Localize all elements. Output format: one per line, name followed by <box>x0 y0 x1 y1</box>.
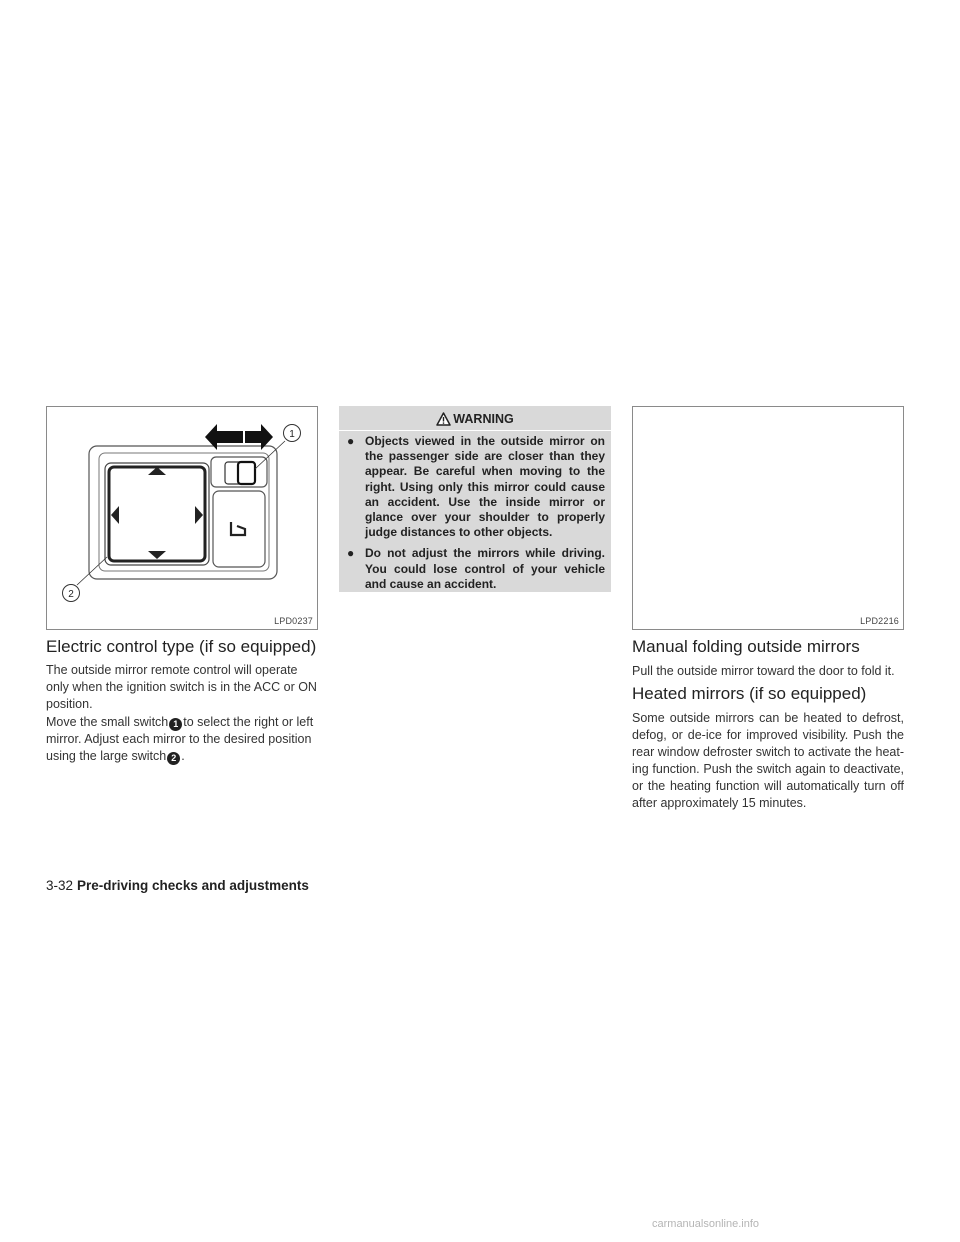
text-part: Move the small switch <box>46 715 169 729</box>
callout-2-label: 2 <box>68 589 74 600</box>
small-switch-knob <box>238 462 255 484</box>
callout-ref-2: 2 <box>167 752 180 765</box>
paragraph-fold-instruction: Pull the outside mirror toward the door to fold it. <box>632 664 895 678</box>
paragraph-switch-usage <box>46 714 318 765</box>
bullet-icon: ● <box>347 434 355 448</box>
section-title-manual-folding: Manual folding outside mirrors <box>632 637 860 656</box>
warning-heading-text: WARNING <box>453 412 514 426</box>
warning-item-text: Do not adjust the mirrors while driving. You could lose control of your vehicle and cause an accident. <box>365 546 605 591</box>
section-title-heated-mirrors: Heated mirrors (if so equipped) <box>632 684 867 703</box>
paragraph-remote-control: The outside mirror remote control will operate only when the ignition switch is in the ACC or ON position. <box>46 663 317 711</box>
mirror-control-diagram <box>47 407 319 631</box>
figure-mirror-control <box>46 406 318 630</box>
warning-list <box>339 434 611 598</box>
watermark: carmanualsonline.info <box>652 1218 760 1230</box>
figure-manual-folding <box>632 406 904 630</box>
large-switch <box>109 467 205 561</box>
section-title-electric-control: Electric control type (if so equipped) <box>46 637 317 656</box>
warning-triangle-icon <box>436 412 451 426</box>
bullet-icon: ● <box>347 546 355 561</box>
figure-code: LPD0237 <box>274 616 313 626</box>
figure-code: LPD2216 <box>860 616 899 626</box>
fold-button <box>213 491 265 567</box>
chapter-title: Pre-driving checks and adjustments <box>77 878 309 893</box>
warning-item <box>339 434 611 540</box>
warning-item-text: Objects viewed in the outside mirror on the passenger side are closer than they appear. Be careful when moving to the right. Using only this mirror could cause an accident. Use the inside mirror or glance over your shoulder to properly judge distances to other objects. <box>365 434 605 540</box>
page-footer <box>46 878 309 893</box>
text-part: to select the right or left mirror. Adjust each mirror to the desired position using the large switch <box>46 715 314 763</box>
callout-1-label: 1 <box>289 429 295 440</box>
callout-ref-1: 1 <box>169 718 182 731</box>
text-part: . <box>181 749 185 763</box>
warning-item <box>339 546 611 592</box>
paragraph-heated-mirrors: Some outside mirrors can be heated to defrost, defog, or de-ice for improved visibility. Push the rear window defroster switch to activate the heat- ing function. Push the switch again to deactivate, or the heating function will automatically turn off after approximately 15 minutes. <box>632 711 904 810</box>
warning-heading <box>339 406 611 431</box>
warning-box <box>339 406 611 592</box>
page-number: 3-32 <box>46 878 74 893</box>
